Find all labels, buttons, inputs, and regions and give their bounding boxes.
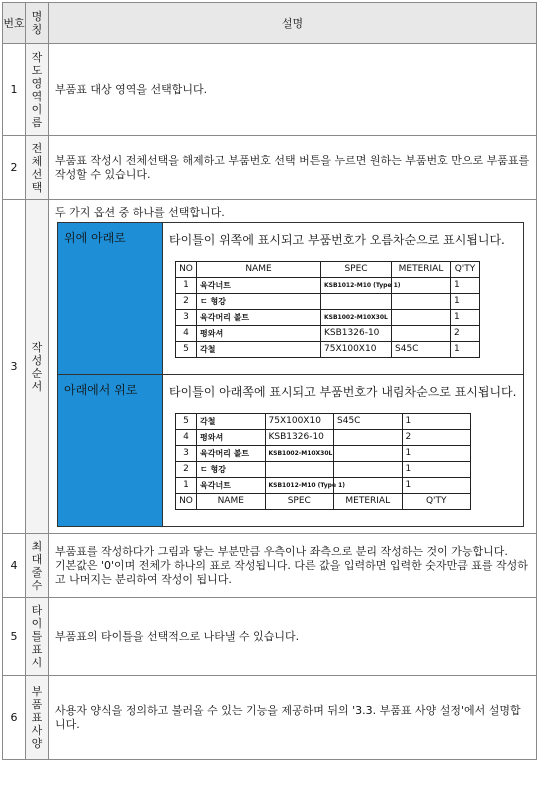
- bom-cell-name: 육각너트: [197, 278, 321, 294]
- bom-cell-name: ㄷ 형강: [197, 462, 266, 478]
- option-label-top-down: 위에 아래로: [58, 223, 163, 375]
- bom-cell-spec: KSB1002-M10X30L: [321, 310, 392, 326]
- bom-header-name: NAME: [197, 262, 321, 278]
- bom-row: [176, 462, 471, 478]
- bom-cell-material: [392, 310, 451, 326]
- row-desc: 부품표 작성시 전체선택을 해제하고 부품번호 선택 버튼을 누르면 원하는 부품번호 만으로 부품표를 작성할 수 있습니다.: [49, 136, 537, 200]
- bom-cell-material: [392, 326, 451, 342]
- bom-row: [176, 430, 471, 446]
- row-name-char: 이: [31, 102, 43, 116]
- row-name-char: 대: [31, 552, 43, 566]
- bom-cell-spec: KSB1012-M10 (Type 1): [321, 278, 392, 294]
- row-desc: [49, 534, 537, 598]
- bom-row: [176, 342, 480, 358]
- row-name-char: 서: [31, 379, 43, 393]
- bom-cell-qty: 2: [451, 326, 480, 342]
- bom-row: [176, 278, 480, 294]
- row-name-char: 양: [31, 737, 43, 750]
- row-number: 2: [3, 136, 26, 200]
- bom-header-name: NAME: [197, 494, 266, 510]
- bom-cell-material: [334, 446, 403, 462]
- bom-cell-material: [392, 294, 451, 310]
- bom-cell-no: 3: [176, 310, 197, 326]
- row-name-char: 작: [31, 50, 43, 64]
- bom-cell-qty: 1: [451, 342, 480, 358]
- row-name-char: 성: [31, 353, 43, 367]
- bom-row: [176, 326, 480, 342]
- bom-cell-spec: [321, 294, 392, 310]
- bom-cell-spec: 75X100X10: [321, 342, 392, 358]
- bom-row: [176, 414, 471, 430]
- table-row: [3, 676, 537, 760]
- row-desc: [49, 200, 537, 534]
- row-number: 5: [3, 598, 26, 676]
- bom-header-row: [176, 262, 480, 278]
- bom-cell-no: 1: [176, 278, 197, 294]
- row-desc: 사용자 양식을 정의하고 불러올 수 있는 기능을 제공하며 뒤의 '3.3. 부품표 사양 설정'에서 설명합니다.: [49, 676, 537, 760]
- header-no: [3, 3, 26, 44]
- row-name: [26, 136, 49, 200]
- bom-cell-name: 평와셔: [197, 430, 266, 446]
- header-name-char: 칭: [31, 23, 43, 36]
- row-name-char: 택: [31, 180, 43, 194]
- row-name-char: 사: [31, 724, 43, 737]
- row-number: 4: [3, 534, 26, 598]
- row-name-char: 이: [31, 617, 43, 630]
- bom-header-material: METERIAL: [334, 494, 403, 510]
- row-name-char: 선: [31, 167, 43, 181]
- bom-cell-no: 4: [176, 326, 197, 342]
- row-name-char: 도: [31, 63, 43, 77]
- row-name-char: 역: [31, 89, 43, 103]
- bom-header-material: METERIAL: [392, 262, 451, 278]
- bom-header-qty: Q'TY: [451, 262, 480, 278]
- bom-row: [176, 478, 471, 494]
- bom-cell-name: 각철: [197, 342, 321, 358]
- row-name-char: 순: [31, 366, 43, 380]
- document-page: [0, 2, 539, 807]
- bom-header-row: [176, 494, 471, 510]
- bom-cell-qty: 1: [402, 414, 471, 430]
- table-row: [3, 534, 537, 598]
- bom-cell-no: 2: [176, 462, 197, 478]
- header-name: [26, 3, 49, 44]
- row-name-char: 영: [31, 76, 43, 90]
- row-name: [26, 598, 49, 676]
- bom-cell-spec: KSB1326-10: [321, 326, 392, 342]
- bom-cell-qty: 1: [402, 462, 471, 478]
- row-number: 1: [3, 44, 26, 136]
- table-row: [3, 598, 537, 676]
- bom-cell-material: S45C: [392, 342, 451, 358]
- bom-header-spec: SPEC: [265, 494, 334, 510]
- row-name-char: 전: [31, 141, 43, 155]
- row-name: [26, 44, 49, 136]
- row-name-char: 최: [31, 539, 43, 553]
- row-desc-line: 부품표를 작성하다가 그림과 닿는 부분만큼 우측이나 좌측으로 분리 작성하는 것이 가능합니다.: [55, 544, 508, 558]
- options-table: [2, 2, 537, 760]
- bom-cell-spec: 75X100X10: [265, 414, 334, 430]
- bom-row: [176, 294, 480, 310]
- bom-cell-qty: 1: [402, 478, 471, 494]
- bom-cell-spec: KSB1326-10: [265, 430, 334, 446]
- option-row: [58, 375, 524, 527]
- header-no-text: 번호: [3, 16, 25, 30]
- order-options: [57, 222, 524, 527]
- header-name-char: 명: [31, 10, 43, 23]
- table-header-row: [3, 3, 537, 44]
- bom-cell-qty: 1: [451, 310, 480, 326]
- row-name-char: 름: [31, 115, 43, 129]
- bom-cell-no: 4: [176, 430, 197, 446]
- option-desc: 타이틀이 위쪽에 표시되고 부품번호가 오름차순으로 표시됩니다.: [169, 233, 505, 247]
- bom-cell-name: 육각너트: [197, 478, 266, 494]
- bom-table-descending: [175, 413, 471, 510]
- row-name-char: 표: [31, 711, 43, 724]
- row-name-char: 틀: [31, 630, 43, 643]
- row-name-char: 표: [31, 643, 43, 656]
- bom-row: [176, 446, 471, 462]
- option-desc: 타이틀이 아래쪽에 표시되고 부품번호가 내림차순으로 표시됩니다.: [169, 385, 517, 399]
- bom-cell-name: ㄷ 형강: [197, 294, 321, 310]
- bom-cell-spec: KSB1012-M10 (Type 1): [265, 478, 334, 494]
- bom-cell-no: 1: [176, 478, 197, 494]
- bom-cell-spec: KSB1002-M10X30L: [265, 446, 334, 462]
- row-name-char: 체: [31, 154, 43, 168]
- row-name-char: 부: [31, 685, 43, 698]
- bom-cell-material: [334, 430, 403, 446]
- header-desc: 설명: [49, 3, 537, 44]
- bom-header-spec: SPEC: [321, 262, 392, 278]
- bom-cell-material: S45C: [334, 414, 403, 430]
- bom-cell-qty: 1: [451, 278, 480, 294]
- bom-cell-spec: [265, 462, 334, 478]
- table-row: [3, 44, 537, 136]
- bom-row: [176, 310, 480, 326]
- row-desc: 부품표 대상 영역을 선택합니다.: [49, 44, 537, 136]
- row-desc-line: 기본값은 '0'이며 전체가 하나의 표로 작성됩니다. 다른 값을 입력하면 입력한 숫자만큼 표를 작성하고 나머지는 분리하여 작성이 됩니다.: [55, 558, 528, 586]
- option-body: [163, 375, 524, 527]
- row-desc: 부품표의 타이틀을 선택적으로 나타낼 수 있습니다.: [49, 598, 537, 676]
- table-row: [3, 200, 537, 534]
- bom-cell-name: 평와셔: [197, 326, 321, 342]
- row-name-char: 시: [31, 656, 43, 669]
- bom-cell-qty: 1: [451, 294, 480, 310]
- bom-header-no: NO: [176, 494, 197, 510]
- option-body: [163, 223, 524, 375]
- bom-cell-no: 3: [176, 446, 197, 462]
- bom-cell-no: 5: [176, 342, 197, 358]
- bom-cell-no: 5: [176, 414, 197, 430]
- table-row: [3, 136, 537, 200]
- bom-cell-no: 2: [176, 294, 197, 310]
- row-name-char: 수: [31, 578, 43, 592]
- bom-cell-name: 각철: [197, 414, 266, 430]
- option-label-bottom-up: 아래에서 위로: [58, 375, 163, 527]
- row-name-char: 품: [31, 698, 43, 711]
- bom-header-no: NO: [176, 262, 197, 278]
- bom-cell-name: 육각머리 볼트: [197, 310, 321, 326]
- bom-cell-name: 육각머리 볼트: [197, 446, 266, 462]
- option-row: [58, 223, 524, 375]
- row-number: 3: [3, 200, 26, 534]
- row-name: [26, 534, 49, 598]
- bom-cell-material: [334, 462, 403, 478]
- row-name-char: 타: [31, 604, 43, 617]
- option-intro: 두 가지 옵션 중 하나를 선택합니다.: [55, 206, 225, 219]
- bom-cell-qty: 2: [402, 430, 471, 446]
- row-name: [26, 676, 49, 760]
- row-name-char: 줄: [31, 565, 43, 579]
- bom-table-ascending: [175, 261, 480, 358]
- row-name-char: 작: [31, 340, 43, 354]
- bom-header-qty: Q'TY: [402, 494, 471, 510]
- row-name: [26, 200, 49, 534]
- row-number: 6: [3, 676, 26, 760]
- bom-cell-qty: 1: [402, 446, 471, 462]
